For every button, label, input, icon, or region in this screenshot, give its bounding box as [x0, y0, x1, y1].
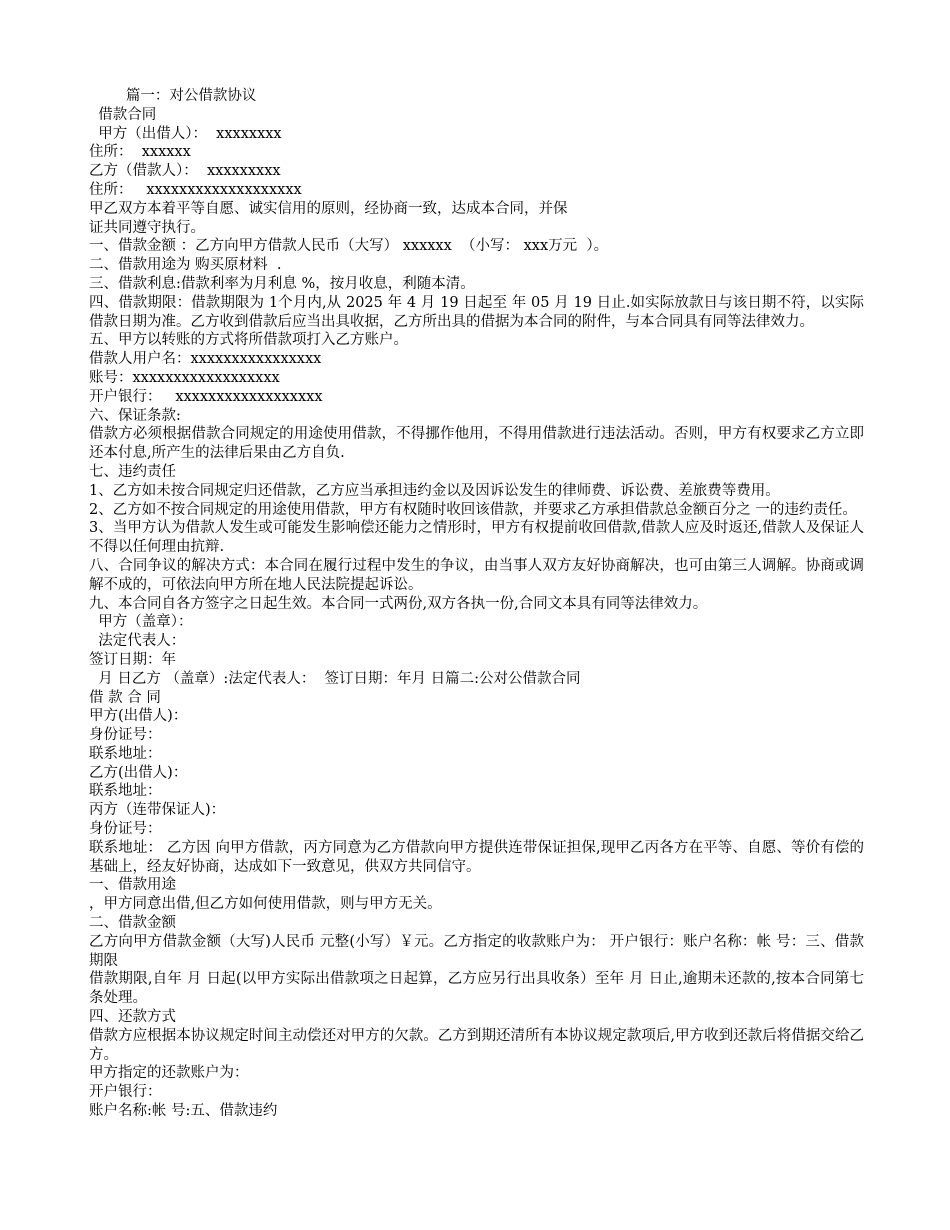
contract-title-2: 借 款 合 同 [89, 689, 161, 706]
form-line: 乙方(出借人)： [89, 764, 188, 781]
form-line: 联系地址： [89, 783, 162, 800]
account-number-line: 账号：xxxxxxxxxxxxxxxxxx [89, 369, 280, 386]
form-line: 甲方(出借人)： [89, 708, 188, 725]
purpose-text: ，甲方同意出借,但乙方如何使用借款，则与甲方无关。 [89, 896, 442, 913]
article-heading: 篇一：对公借款协议 [89, 88, 257, 104]
signature-representative: 法定代表人： [89, 633, 186, 650]
clause-breach-heading: 七、违约责任 [89, 463, 176, 480]
section-heading: 二、借款金额 [89, 915, 176, 932]
form-line: 联系地址： [89, 745, 162, 762]
term-text: 借款期限,自年 月 日起(以甲方实际出借款项之日起算，乙方应另行出具收条）至年 月 日止,逾期未还款的,按本合同第七条处理。 [89, 971, 864, 1007]
bank-line: 开户银行： xxxxxxxxxxxxxxxxxx [89, 388, 323, 405]
lender-address-line: 住所： xxxxxx [89, 144, 191, 161]
breach-item: 1、乙方如未按合同规定归还借款，乙方应当承担违约金以及因诉讼发生的律师费、诉讼费、差旅费等费用。 [89, 482, 780, 499]
section-heading: 四、还款方式 [89, 1009, 176, 1026]
document-page [89, 87, 864, 1121]
signature-party-b: 月 日乙方 （盖章）:法定代表人： 签订日期：年月 日篇二:公对公借款合同 [89, 670, 581, 687]
clause-guarantee-heading: 六、保证条款: [89, 407, 181, 424]
clause-purpose: 二、借款用途为 购买原材料 . [89, 257, 282, 274]
account-name-line: 借款人用户名：xxxxxxxxxxxxxxxx [89, 351, 322, 368]
section-heading: 一、借款用途 [89, 877, 176, 894]
clause-interest: 三、借款利息:借款利率为月利息 %，按月收息，利随本清。 [89, 275, 475, 292]
signature-party-a: 甲方（盖章）： [89, 614, 193, 631]
contract-title: 借款合同 [89, 106, 157, 123]
clause-amount: 一、借款金额 ：乙方向甲方借款人民币（大写） xxxxxx （小写： xxx万元 ）。 [89, 238, 609, 255]
repayment-account-line: 甲方指定的还款账户为： [89, 1065, 249, 1082]
amount-text: 乙方向甲方借款金额（大写)人民币 元整(小写）￥元。乙方指定的收款账户为： 开户银行：账户名称：帐 号：三、借款期限 [89, 933, 864, 969]
breach-item: 2、乙方如不按合同规定的用途使用借款，甲方有权随时收回该借款，并要求乙方承担借款总金额百分之 一的违约责任。 [89, 501, 857, 518]
clause-transfer: 五、甲方以转账的方式将所借款项打入乙方账户。 [89, 332, 408, 349]
borrower-address-line: 住所： xxxxxxxxxxxxxxxxxxx [89, 181, 302, 198]
form-line: 身份证号： [89, 727, 162, 744]
guarantor-paragraph: 联系地址： 乙方因 向甲方借款，丙方同意为乙方借款向甲方提供连带保证担保,现甲乙丙各方在平等、自愿、等价有偿的基础上，经友好协商，达成如下一致意见，供双方共同信守。 [89, 839, 864, 875]
clause-effect: 九、本合同自各方签字之日起生效。本合同一式两份,双方各执一份,合同文本具有同等法律效力。 [89, 595, 708, 612]
signature-date: 签订日期：年 [89, 651, 176, 668]
clause-term: 四、借款期限：借款期限为 1个月内,从 2025 年 4 月 19 日起至 年 05 月 19 日止.如实际放款日与该日期不符，以实际借款日期为准。乙方收到借款后应当出具收据，乙方所出具的借据为本合同的附件，与本合同具有同等法律效力。 [89, 294, 864, 330]
preamble-line: 证共同遵守执行。 [89, 219, 205, 236]
repayment-bank-line: 开户银行： [89, 1084, 162, 1101]
form-line: 丙方（连带保证人)： [89, 802, 226, 819]
repayment-account-name-line: 账户名称:帐 号:五、借款违约 [89, 1103, 278, 1120]
breach-item: 3、当甲方认为借款人发生或可能发生影响偿还能力之情形时，甲方有权提前收回借款,借款人应及时返还,借款人及保证人不得以任何理由抗辩. [89, 520, 864, 556]
preamble-line: 甲乙双方本着平等自愿、诚实信用的原则，经协商一致，达成本合同，并保 [89, 200, 568, 217]
borrower-line: 乙方（借款人）： xxxxxxxxx [89, 163, 281, 180]
form-line: 身份证号： [89, 821, 162, 838]
clause-dispute: 八、合同争议的解决方式：本合同在履行过程中发生的争议，由当事人双方友好协商解决，也可由第三人调解。协商或调解不成的，可依法向甲方所在地人民法院提起诉讼。 [89, 557, 864, 593]
clause-guarantee-text: 借款方必须根据借款合同规定的用途使用借款，不得挪作他用，不得用借款进行违法活动。否则，甲方有权要求乙方立即还本付息,所产生的法律后果由乙方自负. [89, 426, 864, 462]
repayment-text: 借款方应根据本协议规定时间主动偿还对甲方的欠款。乙方到期还清所有本协议规定款项后,甲方收到还款后将借据交给乙方。 [89, 1027, 864, 1063]
lender-line: 甲方（出借人）： xxxxxxxx [89, 125, 282, 142]
